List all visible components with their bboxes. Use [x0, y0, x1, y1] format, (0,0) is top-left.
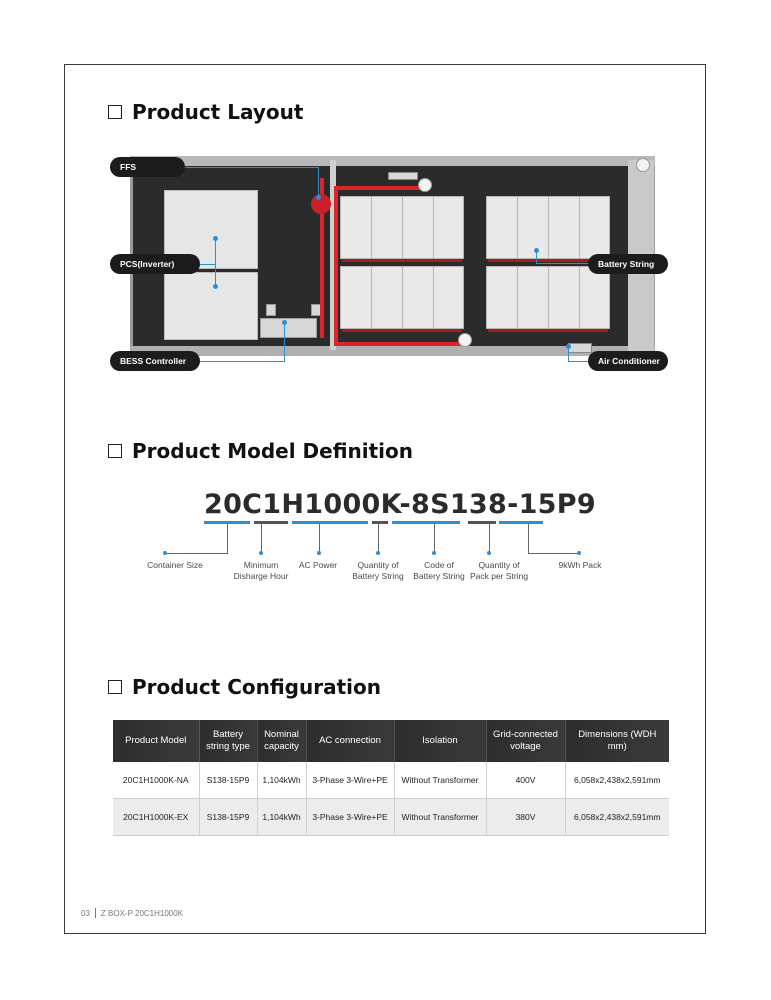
container-top-edge: [130, 156, 655, 166]
cabinet-base: [342, 329, 462, 332]
page-number: 03: [81, 908, 90, 918]
footer-product: Z BOX-P 20C1H1000K: [100, 908, 184, 918]
checkbox-icon: [108, 105, 122, 119]
segment-qty-string: [372, 521, 388, 524]
cell-product-model: 20C1H1000K-EX: [113, 799, 199, 836]
cabinet-base: [488, 329, 608, 332]
vent-icon: [636, 158, 650, 172]
callout-ffs: FFS: [110, 157, 185, 177]
table-row: [113, 762, 669, 799]
segment-ac-power: [292, 521, 368, 524]
segment-code-string: [392, 521, 460, 524]
label-min-hour: Minimum Disharge Hour: [233, 560, 289, 581]
fire-pipe: [334, 186, 422, 190]
footer-divider: [95, 908, 96, 918]
header-battery-string-type: Battery string type: [199, 720, 257, 762]
section-title-layout-text: Product Layout: [132, 100, 304, 124]
checkbox-icon: [108, 444, 122, 458]
header-isolation: Isolation: [394, 720, 486, 762]
pcs-module-bottom: [164, 272, 258, 340]
table-row: [113, 799, 669, 836]
cell-ac-connection: 3-Phase 3-Wire+PE: [306, 799, 394, 836]
section-title-model-text: Product Model Definition: [132, 439, 414, 463]
callout-pcs: PCS(Inverter): [110, 254, 200, 274]
section-title-config-text: Product Configuration: [132, 675, 381, 699]
label-9kwh-pack: 9kWh Pack: [558, 560, 602, 570]
section-title-layout: [108, 100, 303, 124]
segment-pack-qty: [468, 521, 496, 524]
cell-ac-connection: 3-Phase 3-Wire+PE: [306, 762, 394, 799]
segment-9kwh: [499, 521, 543, 524]
cabinet-base: [342, 259, 462, 262]
top-vent: [388, 172, 418, 180]
checkbox-icon: [108, 680, 122, 694]
callout-air-conditioner: Air Conditioner: [588, 351, 668, 371]
fire-pipe: [334, 186, 338, 346]
header-nominal-capacity: Nominal capacity: [257, 720, 306, 762]
cell-battery-string-type: S138-15P9: [199, 799, 257, 836]
label-ac-power: AC Power: [298, 560, 338, 570]
section-title-config: [108, 675, 381, 699]
table-header-row: [113, 720, 669, 762]
header-grid-voltage: Grid-connected voltage: [486, 720, 565, 762]
header-dimensions: Dimensions (WDH mm): [565, 720, 669, 762]
label-qty-battery-string: Quantity of Battery String: [352, 560, 404, 581]
page-footer: [81, 908, 183, 918]
callout-battery-string: Battery String: [588, 254, 668, 274]
cell-isolation: Without Transformer: [394, 762, 486, 799]
segment-min-hour: [254, 521, 288, 524]
cell-dimensions: 6,058x2,438x2,591mm: [565, 762, 669, 799]
label-container-size: Container Size: [147, 560, 203, 570]
cell-dimensions: 6,058x2,438x2,591mm: [565, 799, 669, 836]
model-code: 20C1H1000K-8S138-15P9: [204, 489, 596, 520]
air-conditioner-unit: [568, 343, 592, 353]
cell-grid-voltage: 400V: [486, 762, 565, 799]
cell-grid-voltage: 380V: [486, 799, 565, 836]
controller-part: [266, 304, 276, 316]
callout-bess-controller: BESS Controller: [110, 351, 200, 371]
nozzle-icon: [458, 333, 472, 347]
ffs-tank-icon: [311, 194, 331, 214]
cell-product-model: 20C1H1000K-NA: [113, 762, 199, 799]
section-title-model: [108, 439, 413, 463]
cell-nominal-capacity: 1,104kWh: [257, 799, 306, 836]
config-table: [113, 720, 669, 836]
label-pack-per-string: Quantity of Pack per String: [469, 560, 529, 581]
layout-diagram: [108, 150, 670, 370]
header-product-model: Product Model: [113, 720, 199, 762]
cell-nominal-capacity: 1,104kWh: [257, 762, 306, 799]
fire-pipe: [334, 342, 464, 346]
cell-battery-string-type: S138-15P9: [199, 762, 257, 799]
cell-isolation: Without Transformer: [394, 799, 486, 836]
label-code-battery-string: Code of Battery String: [413, 560, 465, 581]
bess-controller-unit: [260, 318, 317, 338]
header-ac-connection: AC connection: [306, 720, 394, 762]
nozzle-icon: [418, 178, 432, 192]
